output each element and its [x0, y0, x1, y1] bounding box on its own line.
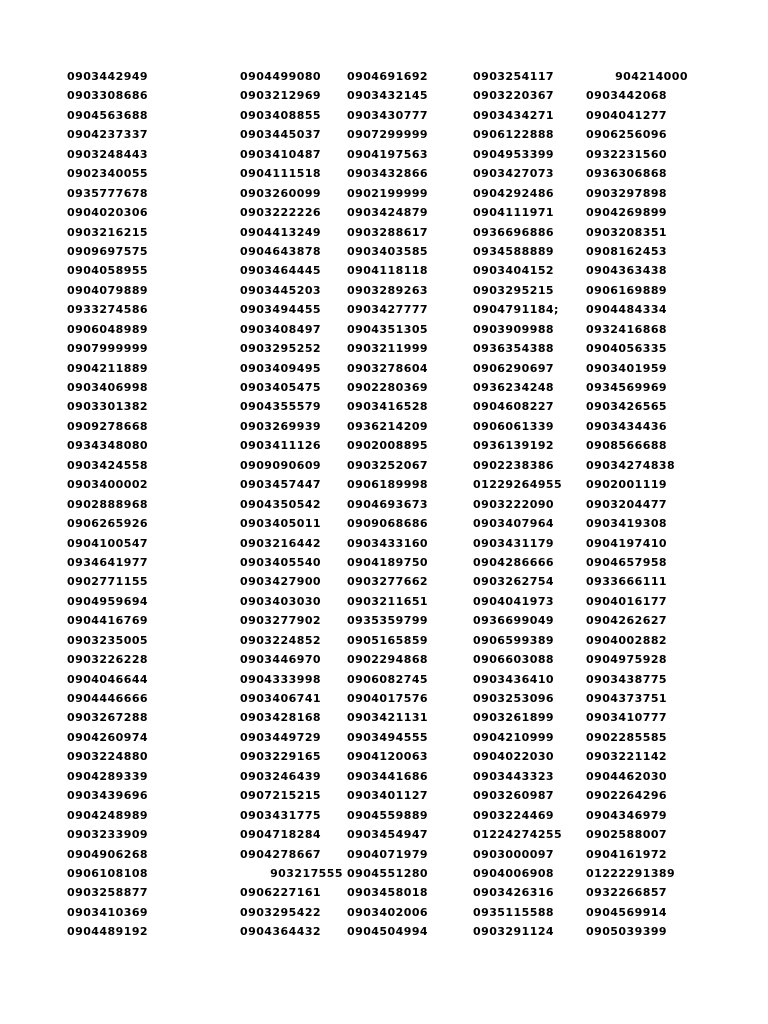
- table-row: [0, 378, 768, 397]
- phone-number-cell: 0904211889: [67, 361, 149, 375]
- phone-number-cell: 0904189750: [347, 555, 429, 569]
- phone-number-cell: 0903224469: [473, 808, 555, 822]
- phone-number-cell: 0903248443: [67, 147, 149, 161]
- phone-number-cell: 0904262627: [586, 614, 668, 628]
- phone-number-cell: 0904446666: [67, 692, 149, 705]
- phone-number-cell: 0906169889: [586, 283, 668, 297]
- phone-number-cell: 0903427073: [473, 167, 555, 181]
- phone-number-cell: 0903261899: [473, 711, 555, 725]
- phone-number-cell: 0904975928: [586, 653, 668, 667]
- phone-number-cell: 0904197410: [586, 536, 668, 550]
- phone-number-cell: 0935359799: [347, 614, 429, 628]
- phone-number-cell: 0902294868: [347, 653, 429, 667]
- table-row: [0, 903, 768, 922]
- phone-number-cell: 0904559889: [347, 808, 429, 822]
- phone-number-cell: 0903211651: [347, 594, 429, 608]
- phone-number-cell: 0935115588: [473, 905, 555, 919]
- phone-number-cell: 0902285585: [586, 730, 668, 744]
- phone-number-cell: 0903401127: [347, 789, 429, 803]
- phone-number-cell: 0904248989: [67, 808, 149, 822]
- phone-number-cell: 0904718284: [240, 828, 322, 842]
- phone-number-cell: 0903400002: [67, 478, 149, 492]
- phone-number-cell: 0909068686: [347, 517, 429, 531]
- phone-number-cell: 0903308686: [67, 89, 149, 103]
- phone-number-cell: 0903441686: [347, 769, 429, 783]
- phone-number-cell: 0903216215: [67, 225, 149, 239]
- phone-number-cell: 0936354388: [473, 342, 555, 356]
- phone-number-cell: 0903277902: [240, 614, 322, 628]
- phone-number-cell: 0902238386: [473, 458, 555, 472]
- phone-number-cell: 0904041973: [473, 594, 555, 608]
- phone-number-cell: 0903221142: [586, 750, 668, 764]
- phone-number-cell: 0934588889: [473, 244, 555, 258]
- phone-number-cell: 0903252067: [347, 458, 429, 472]
- phone-number-cell: 0903434271: [473, 108, 555, 122]
- table-row: [0, 417, 768, 436]
- phone-number-cell: 0903226228: [67, 653, 149, 667]
- phone-number-cell: 0903406741: [240, 692, 322, 705]
- phone-number-cell: 0903446970: [240, 653, 322, 667]
- phone-number-cell: 0904041277: [586, 108, 668, 122]
- phone-number-cell: 0903442068: [586, 89, 668, 103]
- phone-number-cell: 0906122888: [473, 128, 555, 142]
- phone-number-cell: 0934348080: [67, 439, 149, 453]
- table-row: [0, 203, 768, 222]
- phone-number-cell: 0904237337: [67, 128, 149, 142]
- table-row: [0, 359, 768, 378]
- table-row: [0, 864, 768, 883]
- table-row: [0, 495, 768, 514]
- phone-number-cell: 0903424558: [67, 458, 149, 472]
- table-row: [0, 611, 768, 630]
- phone-number-cell: 0904292486: [473, 186, 555, 200]
- phone-number-cell: 0902001119: [586, 478, 668, 492]
- phone-number-cell: 0904016177: [586, 594, 668, 608]
- phone-number-cell: 0903408855: [240, 108, 322, 122]
- table-row: [0, 397, 768, 416]
- phone-number-cell: 0903409495: [240, 361, 322, 375]
- phone-number-cell: 0904608227: [473, 400, 555, 414]
- phone-number-cell: 0906227161: [240, 886, 322, 900]
- phone-number-cell: 0903246439: [240, 769, 322, 783]
- phone-number-cell: 0902199999: [347, 186, 429, 200]
- phone-number-cell: 0906048989: [67, 322, 149, 336]
- phone-number-cell: 0903267288: [67, 711, 149, 725]
- table-row: [0, 786, 768, 805]
- phone-number-cell: 0909090609: [240, 458, 322, 472]
- phone-number-cell: 0903235005: [67, 633, 149, 647]
- table-row: [0, 145, 768, 164]
- phone-number-cell: 0903430777: [347, 108, 429, 122]
- phone-number-cell: 0904120063: [347, 750, 429, 764]
- phone-number-cell: 0903402006: [347, 905, 429, 919]
- table-row: [0, 670, 768, 689]
- phone-number-cell: 0905165859: [347, 633, 429, 647]
- table-row: [0, 300, 768, 319]
- table-row: [0, 728, 768, 747]
- phone-number-cell: 0932231560: [586, 147, 668, 161]
- phone-number-cell: 0932416868: [586, 322, 668, 336]
- phone-number-cell: 0903457447: [240, 478, 322, 492]
- phone-number-cell: 0903909988: [473, 322, 555, 336]
- phone-number-cell: 0903410777: [586, 711, 668, 725]
- phone-number-cell: 0904350542: [240, 497, 322, 511]
- phone-number-cell: 0904022030: [473, 750, 555, 764]
- phone-number-cell: 0903224852: [240, 633, 322, 647]
- phone-number-cell: 0903000097: [473, 847, 555, 861]
- phone-number-cell: 0903278604: [347, 361, 429, 375]
- phone-number-cell: 0903427900: [240, 575, 322, 589]
- table-row: [0, 689, 768, 708]
- phone-number-cell: 0904959694: [67, 594, 149, 608]
- table-row: [0, 514, 768, 533]
- phone-number-cell: 0903424879: [347, 206, 429, 220]
- phone-number-cell: 0903269939: [240, 419, 322, 433]
- phone-number-cell: 0903233909: [67, 828, 149, 842]
- phone-number-cell: 0903220367: [473, 89, 555, 103]
- phone-number-cell: 0902340055: [67, 167, 149, 181]
- table-row: [0, 106, 768, 125]
- table-row: [0, 125, 768, 144]
- phone-number-cell: 0903410487: [240, 147, 322, 161]
- table-row: [0, 553, 768, 572]
- phone-number-cell: 0904484334: [586, 303, 668, 317]
- table-row: [0, 184, 768, 203]
- phone-number-cell: 0904071979: [347, 847, 429, 861]
- phone-number-cell: 0904791184;: [473, 303, 559, 317]
- phone-number-table: [0, 67, 768, 942]
- table-row: [0, 650, 768, 669]
- phone-number-cell: 0903431775: [240, 808, 322, 822]
- phone-number-cell: 0903439696: [67, 789, 149, 803]
- phone-number-cell: 0903458018: [347, 886, 429, 900]
- phone-number-cell: 0903427777: [347, 303, 429, 317]
- phone-number-cell: 0904111518: [240, 167, 322, 181]
- phone-number-cell: 0903433160: [347, 536, 429, 550]
- phone-number-cell: 0906082745: [347, 672, 429, 686]
- phone-number-cell: 0936699049: [473, 614, 555, 628]
- phone-number-cell: 0904286666: [473, 555, 555, 569]
- table-row: [0, 845, 768, 864]
- phone-number-cell: 0903403030: [240, 594, 322, 608]
- table-row: [0, 631, 768, 650]
- phone-number-cell: 0904046644: [67, 672, 149, 686]
- phone-number-cell: 09034274838: [586, 458, 676, 472]
- phone-number-cell: 0933274586: [67, 303, 149, 317]
- phone-number-cell: 0903295422: [240, 905, 322, 919]
- phone-number-cell: 0903404152: [473, 264, 555, 278]
- table-row: [0, 86, 768, 105]
- phone-number-cell: 0904693673: [347, 497, 429, 511]
- phone-number-cell: 0903436410: [473, 672, 555, 686]
- phone-number-cell: 0902588007: [586, 828, 668, 842]
- phone-number-cell: 0904260974: [67, 730, 149, 744]
- phone-number-cell: 0903408497: [240, 322, 322, 336]
- table-row: [0, 708, 768, 727]
- phone-number-cell: 0904906268: [67, 847, 149, 861]
- phone-number-cell: 0903445203: [240, 283, 322, 297]
- phone-number-cell: 904214000: [615, 70, 688, 83]
- phone-number-cell: 0903224880: [67, 750, 149, 764]
- phone-number-cell: 0904079889: [67, 283, 149, 297]
- phone-number-cell: 0903494455: [240, 303, 322, 317]
- table-row: [0, 747, 768, 766]
- phone-number-cell: 0904364432: [240, 925, 322, 939]
- phone-number-cell: 0903295252: [240, 342, 322, 356]
- phone-number-cell: 0903426316: [473, 886, 555, 900]
- phone-number-cell: 0904118118: [347, 264, 429, 278]
- phone-number-cell: 0904462030: [586, 769, 668, 783]
- phone-number-cell: 0936696886: [473, 225, 555, 239]
- phone-number-cell: 0906189998: [347, 478, 429, 492]
- table-row: [0, 261, 768, 280]
- phone-number-cell: 0903262754: [473, 575, 555, 589]
- phone-number-cell: 0904333998: [240, 672, 322, 686]
- phone-number-cell: 0904569914: [586, 905, 668, 919]
- phone-number-cell: 0904657958: [586, 555, 668, 569]
- phone-number-cell: 0903431179: [473, 536, 555, 550]
- phone-number-cell: 0933666111: [586, 575, 668, 589]
- phone-number-cell: 0902771155: [67, 575, 149, 589]
- phone-number-cell: 0903260099: [240, 186, 322, 200]
- phone-number-cell: 0903445037: [240, 128, 322, 142]
- table-row: [0, 436, 768, 455]
- phone-number-cell: 0903204477: [586, 497, 668, 511]
- phone-number-cell: 0902008895: [347, 439, 429, 453]
- phone-number-cell: 0903434436: [586, 419, 668, 433]
- table-row: [0, 825, 768, 844]
- phone-number-cell: 0904269899: [586, 206, 668, 220]
- phone-number-cell: 0904373751: [586, 692, 668, 705]
- phone-number-cell: 0903432145: [347, 89, 429, 103]
- table-row: [0, 572, 768, 591]
- table-row: [0, 475, 768, 494]
- table-row: [0, 456, 768, 475]
- phone-number-cell: 0903494555: [347, 730, 429, 744]
- phone-number-cell: 0903288617: [347, 225, 429, 239]
- phone-number-cell: 0904289339: [67, 769, 149, 783]
- table-row: [0, 339, 768, 358]
- phone-number-cell: 0903216442: [240, 536, 322, 550]
- phone-number-cell: 0936139192: [473, 439, 555, 453]
- phone-number-cell: 0903443323: [473, 769, 555, 783]
- phone-number-cell: 0935777678: [67, 186, 149, 200]
- phone-number-cell: 0903449729: [240, 730, 322, 744]
- phone-number-cell: 0904020306: [67, 206, 149, 220]
- phone-number-cell: 0903426565: [586, 400, 668, 414]
- phone-number-cell: 0903222090: [473, 497, 555, 511]
- phone-number-cell: 0903208351: [586, 225, 668, 239]
- phone-number-cell: 0904002882: [586, 633, 668, 647]
- phone-number-cell: 0904100547: [67, 536, 149, 550]
- phone-number-cell: 0903421131: [347, 711, 429, 725]
- phone-number-cell: 0904017576: [347, 692, 429, 705]
- phone-number-cell: 0903297898: [586, 186, 668, 200]
- phone-number-cell: 0903211999: [347, 342, 429, 356]
- phone-number-cell: 0906290697: [473, 361, 555, 375]
- phone-number-cell: 0903411126: [240, 439, 322, 453]
- phone-number-cell: 0906108108: [67, 866, 149, 880]
- phone-number-cell: 0907299999: [347, 128, 429, 142]
- phone-number-cell: 0934569969: [586, 381, 668, 394]
- phone-number-cell: 0903405011: [240, 517, 322, 531]
- phone-number-cell: 0904413249: [240, 225, 322, 239]
- phone-number-cell: 0906599389: [473, 633, 555, 647]
- phone-number-cell: 0936234248: [473, 381, 555, 394]
- phone-number-cell: 0904691692: [347, 70, 429, 83]
- phone-number-cell: 0904351305: [347, 322, 429, 336]
- phone-number-cell: 0902264296: [586, 789, 668, 803]
- phone-number-cell: 0904058955: [67, 264, 149, 278]
- table-row: [0, 67, 768, 86]
- table-row: [0, 592, 768, 611]
- phone-number-cell: 0909278668: [67, 419, 149, 433]
- phone-number-cell: 0904563688: [67, 108, 149, 122]
- phone-number-cell: 0903254117: [473, 70, 555, 83]
- phone-number-cell: 0903260987: [473, 789, 555, 803]
- phone-number-cell: 0903291124: [473, 925, 555, 939]
- phone-number-cell: 01229264955: [473, 478, 563, 492]
- phone-number-cell: 0904006908: [473, 866, 555, 880]
- phone-number-cell: 0903212969: [240, 89, 322, 103]
- phone-number-cell: 0904551280: [347, 866, 429, 880]
- phone-number-cell: 0908566688: [586, 439, 668, 453]
- phone-number-cell: 0903419308: [586, 517, 668, 531]
- phone-number-cell: 903217555: [270, 866, 343, 880]
- phone-number-cell: 0936214209: [347, 419, 429, 433]
- phone-number-cell: 0902280369: [347, 381, 429, 394]
- phone-number-cell: 0907999999: [67, 342, 149, 356]
- phone-number-cell: 0904499080: [240, 70, 322, 83]
- phone-number-cell: 0903416528: [347, 400, 429, 414]
- table-row: [0, 767, 768, 786]
- phone-number-cell: 0903277662: [347, 575, 429, 589]
- table-row: [0, 242, 768, 261]
- phone-number-cell: 0903406998: [67, 381, 149, 394]
- phone-number-cell: 0904111971: [473, 206, 555, 220]
- phone-number-cell: 0902888968: [67, 497, 149, 511]
- phone-number-cell: 0903222226: [240, 206, 322, 220]
- table-row: [0, 320, 768, 339]
- phone-number-cell: 0903454947: [347, 828, 429, 842]
- phone-number-cell: 0906265926: [67, 517, 149, 531]
- phone-number-cell: 0903442949: [67, 70, 149, 83]
- phone-number-cell: 0903403585: [347, 244, 429, 258]
- phone-number-cell: 0904363438: [586, 264, 668, 278]
- phone-number-cell: 0906061339: [473, 419, 555, 433]
- phone-number-cell: 0904210999: [473, 730, 555, 744]
- phone-number-cell: 0903301382: [67, 400, 149, 414]
- phone-number-cell: 0903405540: [240, 555, 322, 569]
- phone-number-cell: 0906603088: [473, 653, 555, 667]
- phone-number-cell: 0903438775: [586, 672, 668, 686]
- phone-number-cell: 0903289263: [347, 283, 429, 297]
- phone-number-cell: 0903295215: [473, 283, 555, 297]
- table-row: [0, 281, 768, 300]
- table-row: [0, 883, 768, 902]
- table-row: [0, 922, 768, 941]
- phone-number-cell: 0936306868: [586, 167, 668, 181]
- phone-number-cell: 0903428168: [240, 711, 322, 725]
- phone-number-cell: 0908162453: [586, 244, 668, 258]
- phone-number-cell: 0903405475: [240, 381, 322, 394]
- phone-number-cell: 0904643878: [240, 244, 322, 258]
- phone-number-cell: 0907215215: [240, 789, 322, 803]
- phone-number-cell: 0903464445: [240, 264, 322, 278]
- phone-number-cell: 0903253096: [473, 692, 555, 705]
- phone-number-cell: 0904416769: [67, 614, 149, 628]
- phone-number-cell: 0909697575: [67, 244, 149, 258]
- phone-number-cell: 0904161972: [586, 847, 668, 861]
- phone-number-cell: 0904504994: [347, 925, 429, 939]
- phone-number-cell: 0906256096: [586, 128, 668, 142]
- phone-number-cell: 0904278667: [240, 847, 322, 861]
- phone-number-cell: 0903258877: [67, 886, 149, 900]
- table-row: [0, 223, 768, 242]
- phone-number-cell: 0904056335: [586, 342, 668, 356]
- phone-number-cell: 0903410369: [67, 905, 149, 919]
- phone-number-cell: 0904346979: [586, 808, 668, 822]
- table-row: [0, 806, 768, 825]
- phone-number-cell: 01224274255: [473, 828, 563, 842]
- phone-number-cell: 0903401959: [586, 361, 668, 375]
- phone-number-cell: 0904197563: [347, 147, 429, 161]
- table-row: [0, 534, 768, 553]
- phone-number-cell: 0905039399: [586, 925, 668, 939]
- phone-number-cell: 0904355579: [240, 400, 322, 414]
- phone-number-cell: 01222291389: [586, 866, 676, 880]
- phone-number-cell: 0904489192: [67, 925, 149, 939]
- phone-number-cell: 0904953399: [473, 147, 555, 161]
- phone-number-cell: 0903229165: [240, 750, 322, 764]
- table-row: [0, 164, 768, 183]
- phone-number-cell: 0903407964: [473, 517, 555, 531]
- phone-number-cell: 0934641977: [67, 555, 149, 569]
- phone-number-cell: 0932266857: [586, 886, 668, 900]
- phone-number-cell: 0903432866: [347, 167, 429, 181]
